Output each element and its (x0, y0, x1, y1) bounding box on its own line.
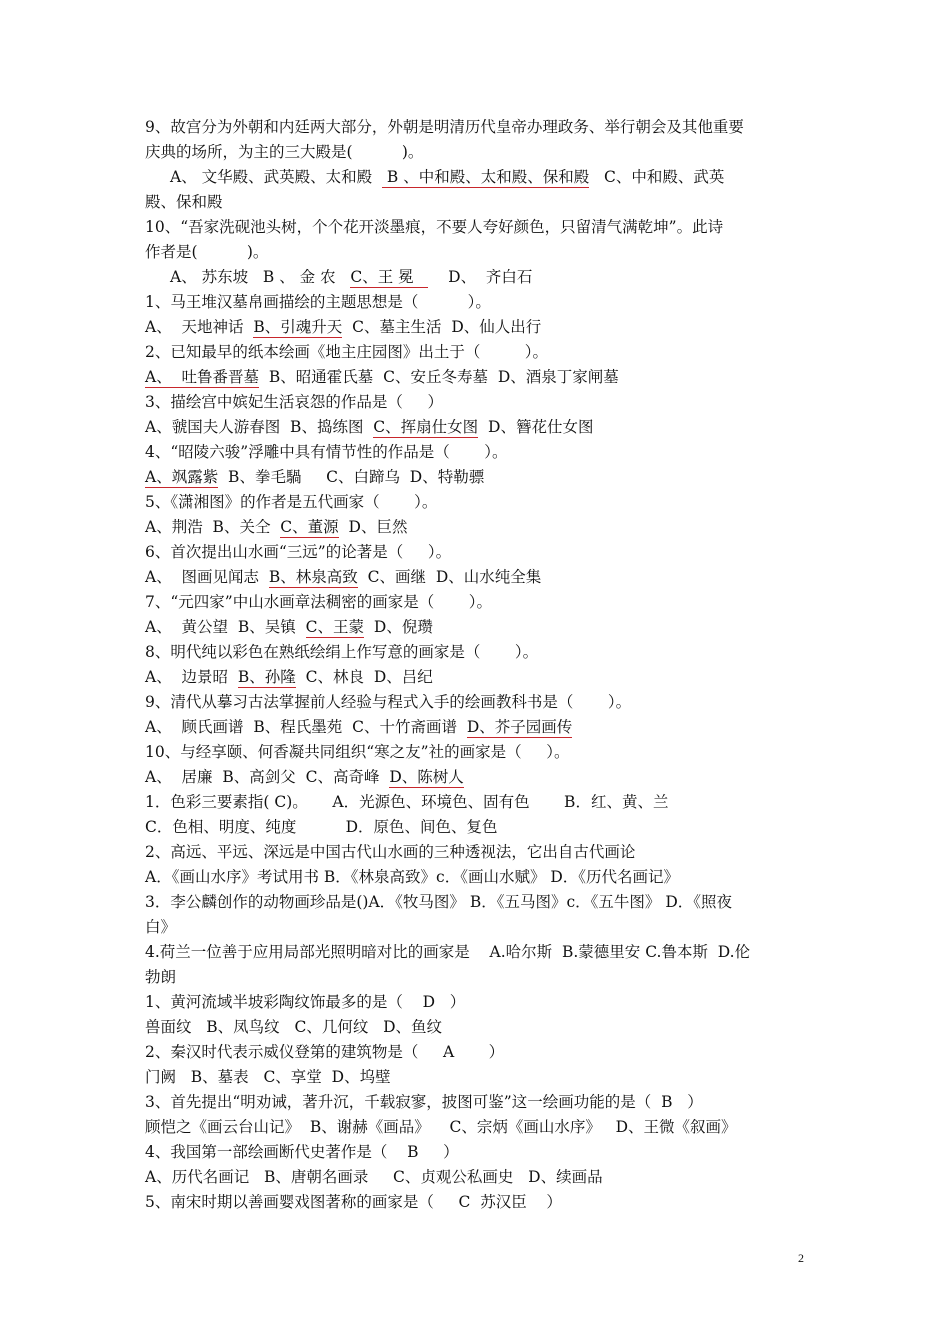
text-line (145, 592, 492, 612)
text-span: 兽面纹 B、凤鸟纹 C、几何纹 D、鱼纹 (145, 1018, 443, 1036)
text-line (145, 717, 572, 737)
underlined-answer: A、 吐鲁番晋墓 (145, 368, 260, 386)
text-line (145, 192, 223, 212)
text-span: C、林良 D、吕纪 (295, 668, 433, 686)
text-line (145, 992, 465, 1012)
underlined-answer: B、林泉高致 (268, 568, 358, 586)
text-span: 2、高远、平远、深远是中国古代山水画的三种透视法，它出自古代画论 (145, 843, 636, 861)
text-line (145, 1067, 391, 1087)
text-line (145, 1042, 504, 1062)
text-span: C．色相、明度、纯度 D．原色、间色、复色 (145, 818, 498, 836)
text-span: 2、已知最早的纸本绘画《地主庄园图》出土于（ ）。 (145, 343, 548, 361)
text-line (145, 1142, 459, 1162)
text-span: 2、秦汉时代表示威仪登第的建筑物是（ A ） (145, 1043, 505, 1061)
text-line (145, 442, 507, 462)
text-span: D、倪瓒 (364, 618, 433, 636)
text-line (145, 317, 541, 337)
text-line (145, 867, 679, 887)
text-line (145, 1092, 703, 1112)
text-line (145, 1192, 562, 1212)
text-line (145, 217, 723, 237)
text-line (145, 642, 538, 662)
text-span: 门阙 B、墓表 C、享堂 D、坞壁 (145, 1068, 391, 1086)
text-line (145, 617, 433, 637)
text-span: A、历代名画记 B、唐朝名画录 C、贞观公私画史 D、续画品 (145, 1168, 603, 1186)
text-span: 10、与经享颐、何香凝共同组织“寒之友”社的画家是（ ）。 (145, 743, 570, 761)
underlined-answer: C、董源 (280, 518, 339, 536)
text-span: 10、“吾家洗砚池头树，个个花开淡墨痕，不要人夸好颜色，只留清气满乾坤”。此诗 (145, 218, 724, 236)
text-line (145, 767, 464, 787)
text-span: 3、首先提出“明劝诫，著升沉，千载寂寥，披图可鉴”这一绘画功能的是（ B ） (145, 1093, 703, 1111)
text-span: C、中和殿、武英 (589, 168, 725, 186)
text-line (145, 292, 491, 312)
text-line (145, 467, 484, 487)
underlined-answer: C、王蒙 (305, 618, 365, 636)
text-span: 4、“昭陵六骏”浮雕中具有情节性的作品是（ ）。 (145, 443, 508, 461)
text-line (145, 892, 732, 912)
text-span: 8、明代纯以彩色在熟纸绘绢上作写意的画家是（ ）。 (145, 643, 539, 661)
text-line (145, 842, 635, 862)
text-line (145, 667, 433, 687)
text-span: 顾恺之《画云台山记》 B、谢赫《画品》 C、宗炳《画山水序》 D、王微《叙画》 (145, 1118, 737, 1136)
text-span: C、画继 D、山水纯全集 (357, 568, 542, 586)
text-span: D、巨然 (338, 518, 408, 536)
underlined-answer: B 、中和殿、太和殿、保和殿 (381, 168, 590, 186)
underlined-answer: C、王 冕 (350, 268, 429, 286)
underlined-answer: B、孙隆 (237, 668, 296, 686)
text-span: A、虢国夫人游春图 B、捣练图 (145, 418, 374, 436)
text-span: A．《画山水序》考试用书 B．《林泉高致》c．《画山水赋》 D．《历代名画记》 (145, 868, 680, 886)
text-span: A、 图画见闻志 (145, 568, 269, 586)
text-span: A、荆浩 B、关仝 (145, 518, 281, 536)
text-span: 勃朗 (145, 968, 177, 986)
text-span: 1、黄河流域半坡彩陶纹饰最多的是（ D ） (145, 993, 466, 1011)
text-span: 4.荷兰一位善于应用局部光照明暗对比的画家是 A.哈尔斯 B.蒙德里安 C.鲁本斯 D.伦 (145, 943, 751, 961)
text-span: 作者是( )。 (145, 243, 269, 261)
text-line (145, 342, 548, 362)
text-span: 1．色彩三要素指( C)。 A．光源色、环境色、固有色 B．红、黄、兰 (145, 793, 669, 811)
text-span: A、 居廉 B、高剑父 C、高奇峰 (145, 768, 390, 786)
text-line (145, 242, 268, 262)
text-span: 3．李公麟创作的动物画珍品是()A．《牧马图》 B．《五马图》c．《五牛图》 D．《照夜 (145, 893, 733, 911)
text-span: A、 顾氏画谱 B、程氏墨苑 C、十竹斋画谱 (145, 718, 467, 736)
text-span: 6、首次提出山水画“三远”的论著是（ ）。 (145, 543, 452, 561)
text-span: 3、描绘宫中嫔妃生活哀怨的作品是（ ） (145, 393, 443, 411)
text-span: 9、故宫分为外朝和内廷两大部分，外朝是明清历代皇帝办理政务、举行朝会及其他重要 (145, 118, 744, 136)
text-line (145, 1017, 442, 1037)
text-span: C、墓主生活 D、仙人出行 (342, 318, 542, 336)
text-span: 5、《潇湘图》的作者是五代画家（ ）。 (145, 493, 438, 511)
text-line (170, 267, 532, 287)
text-span: D、簪花仕女图 (478, 418, 594, 436)
text-line (145, 792, 668, 812)
text-span: 7、“元四家”中山水画章法稠密的画家是（ ）。 (145, 593, 492, 611)
text-line (145, 942, 750, 962)
text-line (145, 1167, 603, 1187)
text-line (145, 692, 631, 712)
text-span: 5、南宋时期以善画婴戏图著称的画家是（ C 苏汉臣 ） (145, 1193, 562, 1211)
text-line (145, 367, 619, 387)
text-span: 庆典的场所，为主的三大殿是( )。 (145, 143, 424, 161)
text-span: 1、马王堆汉墓帛画描绘的主题思想是（ ）。 (145, 293, 491, 311)
text-line (145, 492, 437, 512)
underlined-answer: D、陈树人 (389, 768, 464, 786)
text-line (145, 117, 744, 137)
text-span: B、拳毛騧 C、白蹄乌 D、特勒骠 (218, 468, 485, 486)
text-span: A、 边景昭 (145, 668, 238, 686)
text-span: A、 文华殿、武英殿、太和殿 (170, 168, 382, 186)
text-line (145, 392, 443, 412)
underlined-answer: D、芥子园画传 (466, 718, 573, 736)
text-span: 9、清代从摹习古法掌握前人经验与程式入手的绘画教科书是（ ）。 (145, 693, 632, 711)
text-span: B、昭通霍氏墓 C、安丘冬寿墓 D、酒泉丁家闸墓 (259, 368, 619, 386)
text-span: A、 苏东坡 B 、 金 农 (170, 268, 351, 286)
text-line (145, 817, 498, 837)
text-line (170, 167, 724, 187)
text-span: 殿、保和殿 (145, 193, 223, 211)
text-line (145, 142, 423, 162)
text-line (145, 917, 176, 937)
underlined-answer: C、挥扇仕女图 (373, 418, 479, 436)
text-line (145, 542, 451, 562)
underlined-answer: B、引魂升天 (253, 318, 343, 336)
text-line (145, 1117, 737, 1137)
text-line (145, 742, 569, 762)
text-span: D、 齐白石 (428, 268, 533, 286)
text-line (145, 967, 176, 987)
text-line (145, 517, 407, 537)
text-span: A、 天地神话 (145, 318, 254, 336)
text-span: A、 黄公望 B、吴镇 (145, 618, 306, 636)
text-span: 白》 (145, 918, 177, 936)
text-line (145, 567, 541, 587)
page-number: 2 (798, 1251, 804, 1265)
underlined-answer: A、飒露紫 (145, 468, 219, 486)
text-line (145, 417, 593, 437)
text-span: 4、我国第一部绘画断代史著作是（ B ） (145, 1143, 459, 1161)
